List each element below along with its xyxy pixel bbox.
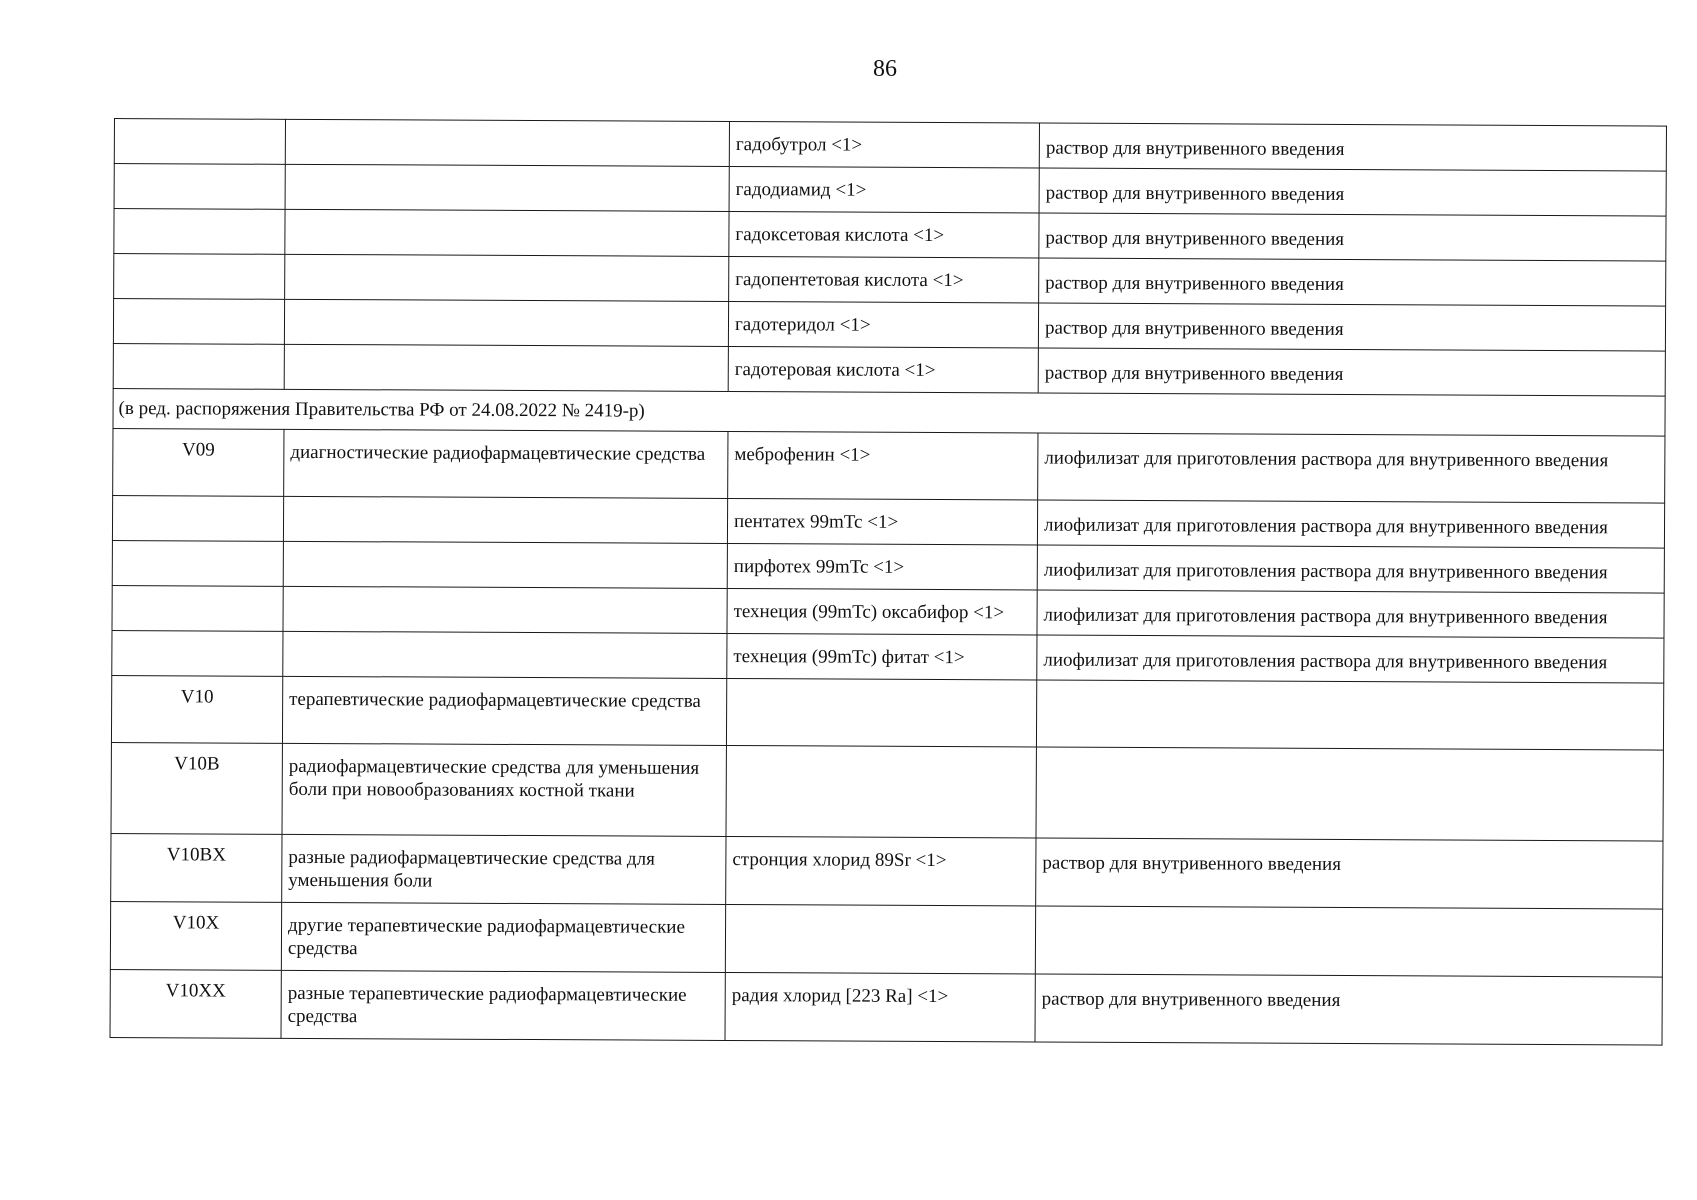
drug-name-cell xyxy=(726,679,1036,748)
atc-code-cell xyxy=(113,299,284,345)
table-row xyxy=(111,742,1663,841)
table-row xyxy=(113,299,1665,352)
atc-code-cell xyxy=(114,164,285,210)
dosage-form-cell: раствор для внутривенного введения xyxy=(1038,303,1665,351)
drug-name-cell: радия хлорид [223 Ra] <1> xyxy=(725,972,1035,1042)
atc-group-cell: разные терапевтические радиофармацевтические средства xyxy=(281,970,725,1040)
atc-code-cell: V10 xyxy=(111,675,282,743)
page-number: 86 xyxy=(873,56,897,82)
atc-code-cell: V10X xyxy=(110,901,281,970)
drug-name-cell: гадопентетовая кислота <1> xyxy=(729,257,1039,304)
dosage-form-cell: раствор для внутривенного введения xyxy=(1038,348,1665,396)
drug-name-cell xyxy=(725,904,1035,974)
atc-group-cell xyxy=(283,631,727,678)
atc-group-cell: диагностические радиофармацевтические средства xyxy=(284,429,728,498)
table-row xyxy=(112,585,1664,638)
dosage-form-cell: раствор для внутривенного введения xyxy=(1039,123,1666,171)
atc-group-cell xyxy=(285,164,729,211)
drug-name-cell: пентатех 99mTc <1> xyxy=(727,499,1037,546)
table-row xyxy=(111,833,1663,909)
dosage-form-cell: раствор для внутривенного введения xyxy=(1039,168,1666,216)
atc-group-cell xyxy=(284,344,728,391)
drug-name-cell: гадобутрол <1> xyxy=(729,122,1039,169)
dosage-form-cell: лиофилизат для приготовления раствора для внутривенного введения xyxy=(1038,433,1665,503)
drug-name-cell: технеция (99mTc) фитат <1> xyxy=(727,634,1037,681)
table-row xyxy=(114,119,1666,172)
atc-group-cell: радиофармацевтические средства для уменьшения боли при новообразованиях костной ткани xyxy=(282,743,726,836)
atc-group-cell xyxy=(284,299,728,346)
table-row xyxy=(114,254,1666,307)
medication-table xyxy=(110,118,1667,1046)
dosage-form-cell xyxy=(1036,747,1663,841)
atc-code-cell: V10B xyxy=(111,742,282,834)
table-row xyxy=(114,209,1666,262)
drug-name-cell xyxy=(726,746,1036,839)
dosage-form-cell: лиофилизат для приготовления раствора для внутривенного введения xyxy=(1037,545,1664,593)
table-row xyxy=(112,540,1664,593)
atc-code-cell xyxy=(112,495,283,541)
atc-group-cell xyxy=(283,496,727,543)
dosage-form-cell xyxy=(1035,906,1662,977)
drug-name-cell: гадодиамид <1> xyxy=(729,167,1039,214)
drug-name-cell: гадотеридол <1> xyxy=(728,302,1038,349)
atc-group-cell xyxy=(283,586,727,633)
atc-code-cell xyxy=(114,119,285,165)
atc-code-cell: V09 xyxy=(113,428,284,496)
drug-name-cell: гадоксетовая кислота <1> xyxy=(729,212,1039,259)
atc-group-cell xyxy=(285,254,729,301)
drug-name-cell: меброфенин <1> xyxy=(728,432,1038,501)
atc-code-cell xyxy=(113,343,284,389)
atc-group-cell xyxy=(285,209,729,256)
atc-code-cell: V10XX xyxy=(110,969,281,1038)
dosage-form-cell xyxy=(1036,680,1663,750)
table-row xyxy=(113,343,1665,396)
dosage-form-cell: раствор для внутривенного введения xyxy=(1039,258,1666,306)
atc-code-cell xyxy=(114,209,285,255)
table-row xyxy=(110,969,1662,1045)
atc-code-cell xyxy=(112,540,283,586)
drug-name-cell: стронция хлорид 89Sr <1> xyxy=(726,836,1036,906)
amendment-note: (в ред. распоряжения Правительства РФ от 24.08.2022 № 2419-р) xyxy=(113,388,1665,436)
atc-group-cell: терапевтические радиофармацевтические средства xyxy=(282,676,726,745)
drug-name-cell: технеция (99mTc) оксабифор <1> xyxy=(727,589,1037,636)
dosage-form-cell: лиофилизат для приготовления раствора для внутривенного введения xyxy=(1037,500,1664,548)
drug-name-cell: гадотеровая кислота <1> xyxy=(728,347,1038,394)
atc-code-cell xyxy=(112,585,283,631)
dosage-form-cell: раствор для внутривенного введения xyxy=(1036,838,1663,909)
atc-group-cell: разные радиофармацевтические средства для уменьшения боли xyxy=(282,834,726,904)
atc-code-cell xyxy=(112,630,283,676)
dosage-form-cell: лиофилизат для приготовления раствора для внутривенного введения xyxy=(1037,635,1664,683)
table-row xyxy=(114,164,1666,217)
atc-group-cell xyxy=(285,119,729,166)
atc-code-cell: V10BX xyxy=(111,833,282,902)
dosage-form-cell: раствор для внутривенного введения xyxy=(1035,974,1662,1045)
table-row xyxy=(111,675,1663,750)
atc-group-cell: другие терапевтические радиофармацевтические средства xyxy=(281,902,725,972)
dosage-form-cell: раствор для внутривенного введения xyxy=(1039,213,1666,261)
table-row xyxy=(112,495,1664,548)
atc-code-cell xyxy=(114,254,285,300)
table-row xyxy=(112,630,1664,683)
dosage-form-cell: лиофилизат для приготовления раствора для внутривенного введения xyxy=(1037,590,1664,638)
table-row xyxy=(113,428,1665,503)
atc-group-cell xyxy=(283,541,727,588)
drug-name-cell: пирфотех 99mTc <1> xyxy=(727,544,1037,591)
table-row xyxy=(110,901,1662,977)
